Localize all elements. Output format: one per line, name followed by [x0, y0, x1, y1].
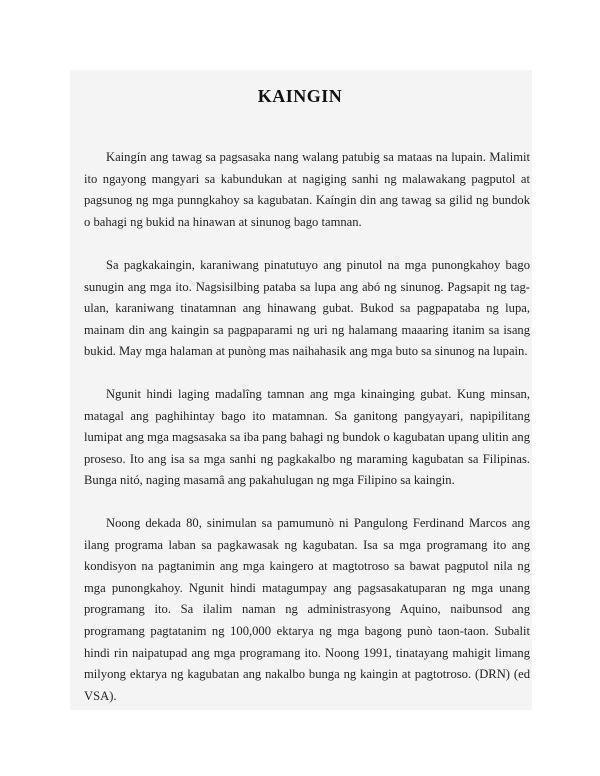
paragraph-2: Sa pagkakaingin, karaniwang pinatutuyo ang pinutol na mga punongkahoy bago sunugin ang mga ito. Nagsisilbing pataba sa lupa ang abó ng sinunog. Pagsapit ng tag-ulan, karaniwang tinatamnan ang hinawang gubat. Bukod sa pagpapataba ng lupa, mainam din ang kaingin sa pagpaparami ng uri ng halamang maaaring itanim sa isang bukid. May mga halaman at punòng mas naihahasik ang mga buto sa sinunog na lupain.: [84, 258, 530, 359]
paragraph-4: Noong dekada 80, sinimulan sa pamumunò ni Pangulong Ferdinand Marcos ang ilang programa laban sa pagkawasak ng kagubatan. Isa sa mga programang ito ang kondisyon na pagtanimin ang mga kaingero at magtotroso sa bawat pagputol nila ng mga punongkahoy. Ngunit hindi matagumpay ang pagsasakatuparan ng mga unang programang ito. Sa ilalim naman ng administrasyong Aquino, naibunsod ang programang pagtatanim ng 100,000 ektarya ng mga bagong punò taon-taon. Subalit hindi rin naipatupad ang mga programang ito. Noong 1991, tinatayang mahigit limang milyong ektarya ng kagubatan ang nakalbo bunga ng kaingin at pagtotroso. (DRN) (ed VSA).: [84, 516, 530, 703]
document-title: KAINGIN: [257, 86, 343, 107]
paragraph-1: Kaingín ang tawag sa pagsasaka nang walang patubig sa mataas na lupain. Malimit ito ngayong mangyari sa kabundukan at nagiging sanhi ng malawakang pagputol at pagsunog ng mga punngkahoy sa kagubatan. Kaíngin din ang tawag sa gilid ng bundok o bahagi ng bukid na hinawan at sinunog bago tamnan.: [84, 150, 530, 229]
paragraph-3: Ngunit hindi laging madalîng tamnan ang mga kinainging gubat. Kung minsan, matagal ang paghihintay bago ito matamnan. Sa ganitong pangyayari, napipilitang lumipat ang mga magsasaka sa iba pang bahagi ng bundok o kagubatan upang ulitin ang proseso. Ito ang isa sa mga sanhi ng pagkakalbo ng maraming kagubatan sa Filipinas. Bunga nitó, naging masamâ ang pakahulugan ng mga Filipino sa kaingin.: [84, 387, 530, 488]
